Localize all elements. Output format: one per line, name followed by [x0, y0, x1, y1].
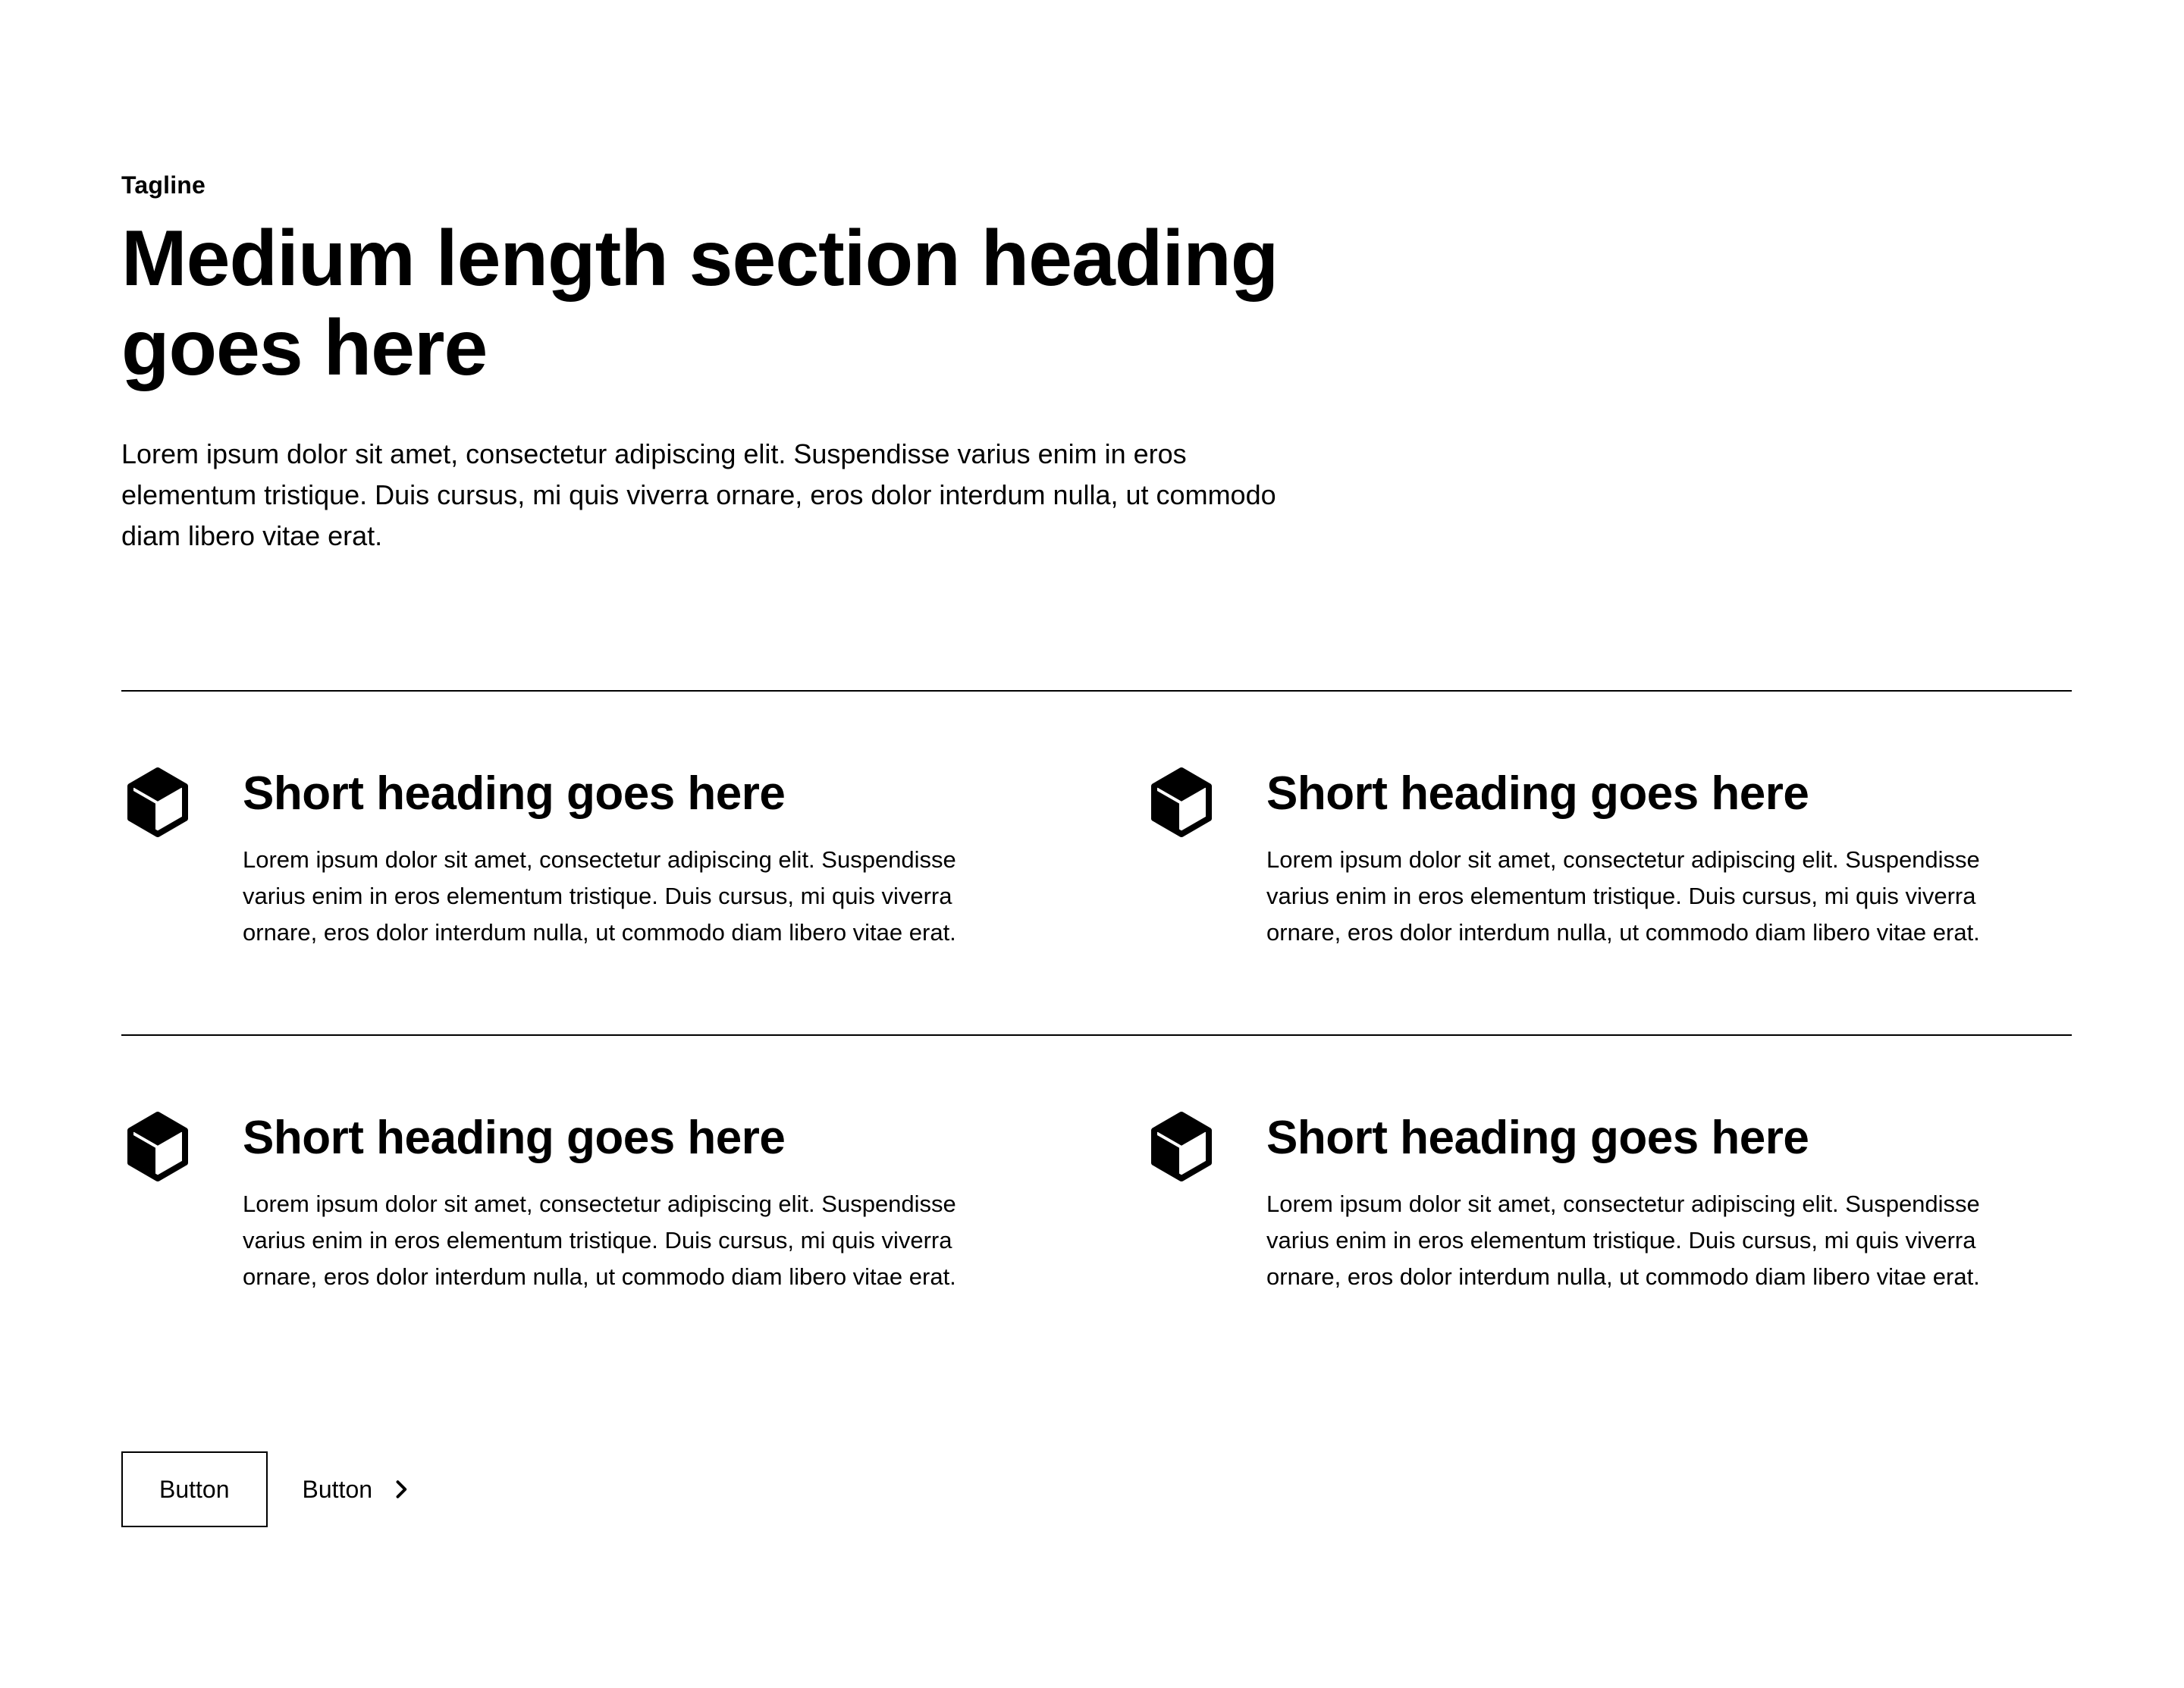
- feature-title: Short heading goes here: [1266, 767, 1809, 820]
- feature-body: [243, 1106, 1009, 1295]
- cube-icon: [1145, 1110, 1218, 1183]
- link-button-label: Button: [302, 1475, 373, 1503]
- divider: [121, 1034, 2072, 1036]
- feature-item: [121, 761, 1145, 951]
- feature-title: Short heading goes here: [243, 1112, 786, 1164]
- divider: [121, 690, 2072, 692]
- tagline: Tagline: [121, 171, 206, 199]
- feature-description: Lorem ipsum dolor sit amet, consectetur adipiscing elit. Suspendisse varius enim in eros elementum tristique. Duis cursus, mi quis viverra ornare, eros dolor interdum nulla, ut commodo diam libero vitae erat.: [1266, 846, 1980, 946]
- feature-item: [1145, 761, 2072, 951]
- feature-title: Short heading goes here: [1266, 1112, 1809, 1164]
- feature-body: [1266, 761, 2032, 951]
- chevron-right-icon: [388, 1476, 415, 1503]
- feature-description: Lorem ipsum dolor sit amet, consectetur adipiscing elit. Suspendisse varius enim in eros elementum tristique. Duis cursus, mi quis viverra ornare, eros dolor interdum nulla, ut commodo diam libero vitae erat.: [243, 1191, 956, 1290]
- secondary-button[interactable]: Button: [121, 1451, 268, 1527]
- feature-item: [121, 1106, 1145, 1295]
- feature-body: [243, 761, 1009, 951]
- section-intro: Lorem ipsum dolor sit amet, consectetur adipiscing elit. Suspendisse varius enim in eros elementum tristique. Duis cursus, mi quis viverra ornare, eros dolor interdum nulla, ut commodo diam libero vitae erat.: [121, 438, 1276, 551]
- section-header: [121, 167, 1304, 557]
- section-heading: Medium length section heading goes here: [121, 215, 1279, 392]
- cube-icon: [121, 1110, 194, 1183]
- feature-title: Short heading goes here: [243, 767, 786, 820]
- feature-item: [1145, 1106, 2072, 1295]
- feature-description: Lorem ipsum dolor sit amet, consectetur adipiscing elit. Suspendisse varius enim in eros elementum tristique. Duis cursus, mi quis viverra ornare, eros dolor interdum nulla, ut commodo diam libero vitae erat.: [1266, 1191, 1980, 1290]
- link-button[interactable]: [303, 1476, 416, 1504]
- feature-row: [121, 1106, 2072, 1295]
- feature-row: [121, 761, 2072, 951]
- feature-description: Lorem ipsum dolor sit amet, consectetur adipiscing elit. Suspendisse varius enim in eros elementum tristique. Duis cursus, mi quis viverra ornare, eros dolor interdum nulla, ut commodo diam libero vitae erat.: [243, 846, 956, 946]
- cube-icon: [1145, 766, 1218, 839]
- feature-body: [1266, 1106, 2032, 1295]
- cube-icon: [121, 766, 194, 839]
- actions-bar: [121, 1451, 415, 1527]
